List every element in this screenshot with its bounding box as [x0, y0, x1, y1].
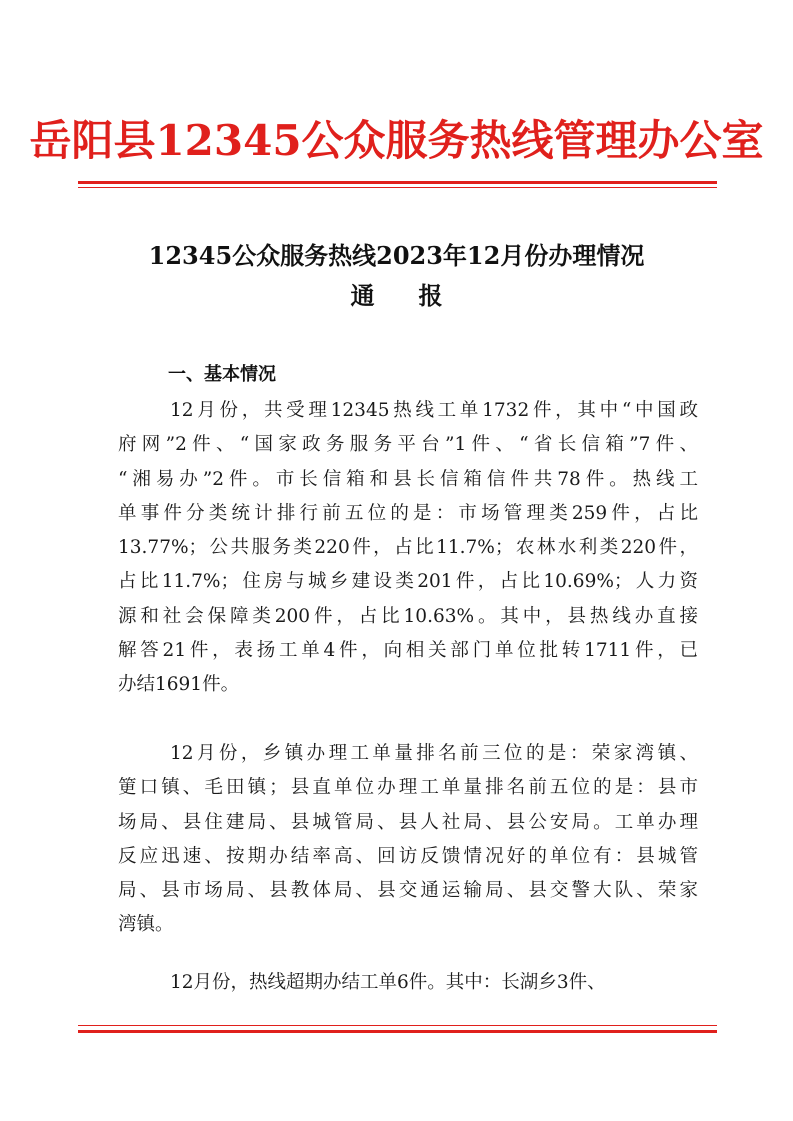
paragraph-line: 场局、县住建局、县城管局、县人社局、县公安局。工单办理 — [118, 811, 698, 833]
paragraph-line: 府网”2件、“国家政务服务平台”1件、“省长信箱”7件、 — [118, 434, 698, 456]
letterhead-red-rule-thin — [78, 187, 717, 188]
paragraph-line: 局、县市场局、县教体局、县交通运输局、县交警大队、荣家 — [118, 880, 698, 902]
paragraph-1 — [118, 394, 698, 703]
footer-red-rule-thick — [78, 1030, 717, 1033]
paragraph-line: 12月份，乡镇办理工单量排名前三位的是：荣家湾镇、 — [170, 743, 698, 764]
paragraph-2 — [118, 737, 698, 943]
paragraph-3 — [118, 966, 698, 1000]
paragraph-line: 12月份，共受理12345热线工单1732件，其中“中国政 — [170, 400, 698, 421]
paragraph-line: 13.77%；公共服务类220件，占比11.7%；农林水利类220件， — [118, 537, 698, 559]
paragraph-line: 源和社会保障类200件，占比10.63%。其中，县热线办直接 — [118, 605, 698, 627]
document-title-subtitle: 通报 — [350, 281, 487, 310]
letterhead-org-name: 岳阳县12345公众服务热线管理办公室 — [29, 116, 764, 165]
paragraph-line: 解答21件，表扬工单4件，向相关部门单位批转1711件，已 — [118, 640, 698, 662]
footer-red-rule-thin — [78, 1025, 717, 1026]
letterhead-red-rule-thick — [78, 181, 717, 184]
paragraph-line: 占比11.7%；住房与城乡建设类201件，占比10.69%；人力资 — [118, 571, 698, 593]
paragraph-line: 筻口镇、毛田镇；县直单位办理工单量排名前五位的是：县市 — [118, 777, 698, 799]
paragraph-line: 湾镇。 — [118, 914, 174, 936]
paragraph-line: “湘易办”2件。市长信箱和县长信箱信件共78件。热线工 — [118, 468, 698, 490]
paragraph-line: 办结1691件。 — [118, 674, 240, 696]
paragraph-line: 反应迅速、按期办结率高、回访反馈情况好的单位有：县城管 — [118, 845, 698, 867]
paragraph-line: 12月份，热线超期办结工单6件。其中：长湖乡3件、 — [170, 972, 606, 993]
section-heading-basic-situation: 一、基本情况 — [168, 364, 276, 385]
paragraph-line: 单事件分类统计排行前五位的是：市场管理类259件，占比 — [118, 502, 698, 524]
document-title: 12345公众服务热线2023年12月份办理情况 — [148, 241, 645, 270]
